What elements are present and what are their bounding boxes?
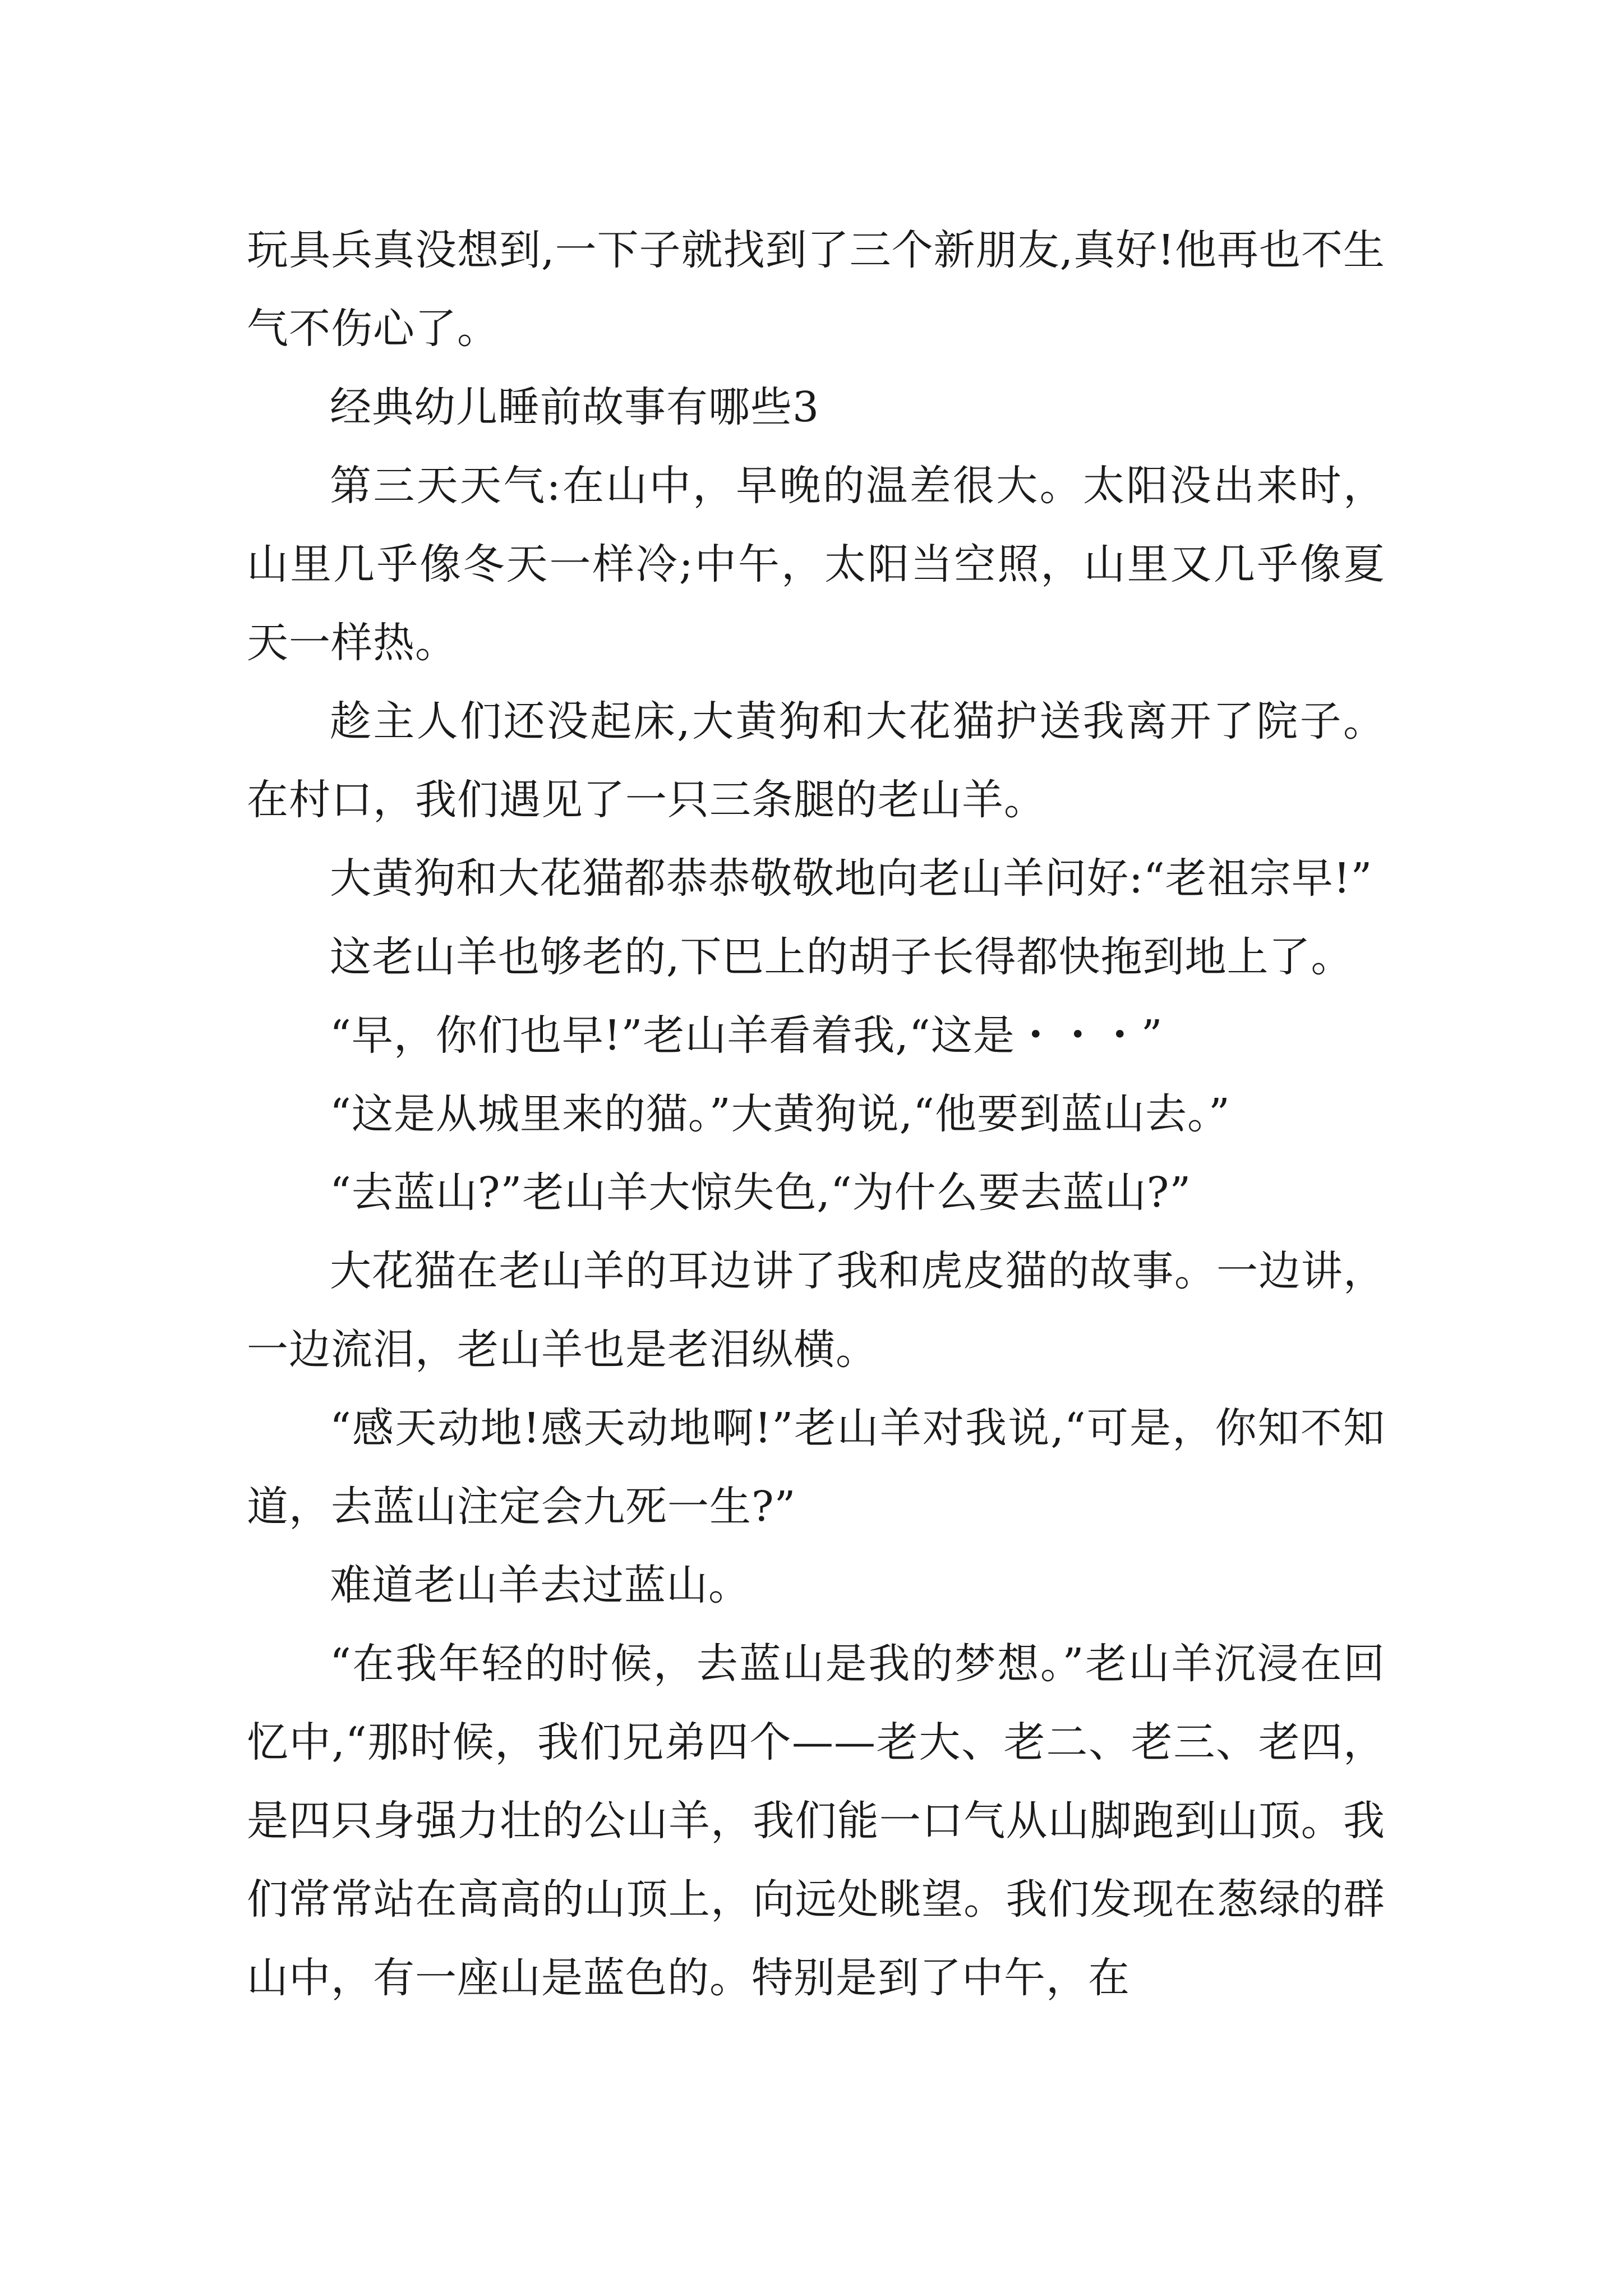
paragraph-6: 这老山羊也够老的,下巴上的胡子长得都快拖到地上了。 [330, 933, 1353, 981]
document-body [247, 211, 1385, 2017]
paragraph-12: 难道老山羊去过蓝山。 [330, 1561, 750, 1609]
paragraph-3: 第三天天气:在山中，早晚的温差很大。太阳没出来时，山里几乎像冬天一样冷;中午，太阳当空照，山里又几乎像夏天一样热。 [247, 462, 1385, 667]
paragraph-13: “在我年轻的时候，去蓝山是我的梦想。”老山羊沉浸在回忆中,“那时候，我们兄弟四个——老大、老二、老三、老四，是四只身强力壮的公山羊，我们能一口气从山脚跑到山顶。我们常常站在高高的山顶上，向远处眺望。我们发现在葱绿的群山中，有一座山是蓝色的。特别是到了中午，在 [247, 1640, 1385, 2002]
paragraph-7: “早，你们也早!”老山羊看着我,“这是・・・” [330, 1011, 1163, 1060]
paragraph-10: 大花猫在老山羊的耳边讲了我和虎皮猫的故事。一边讲，一边流泪，老山羊也是老泪纵横。 [247, 1247, 1385, 1374]
paragraph-5: 大黄狗和大花猫都恭恭敬敬地向老山羊问好:“老祖宗早!” [330, 854, 1373, 903]
paragraph-4: 趁主人们还没起床,大黄狗和大花猫护送我离开了院子。在村口，我们遇见了一只三条腿的老山羊。 [247, 697, 1385, 824]
story-heading: 经典幼儿睡前故事有哪些3 [330, 383, 820, 431]
paragraph-11: “感天动地!感天动地啊!”老山羊对我说,“可是，你知不知道，去蓝山注定会九死一生?” [247, 1404, 1385, 1531]
paragraph-1: 玩具兵真没想到,一下子就找到了三个新朋友,真好!他再也不生气不伤心了。 [247, 226, 1385, 353]
paragraph-9: “去蓝山?”老山羊大惊失色,“为什么要去蓝山?” [330, 1168, 1192, 1217]
paragraph-8: “这是从城里来的猫。”大黄狗说,“他要到蓝山去。” [330, 1090, 1230, 1138]
